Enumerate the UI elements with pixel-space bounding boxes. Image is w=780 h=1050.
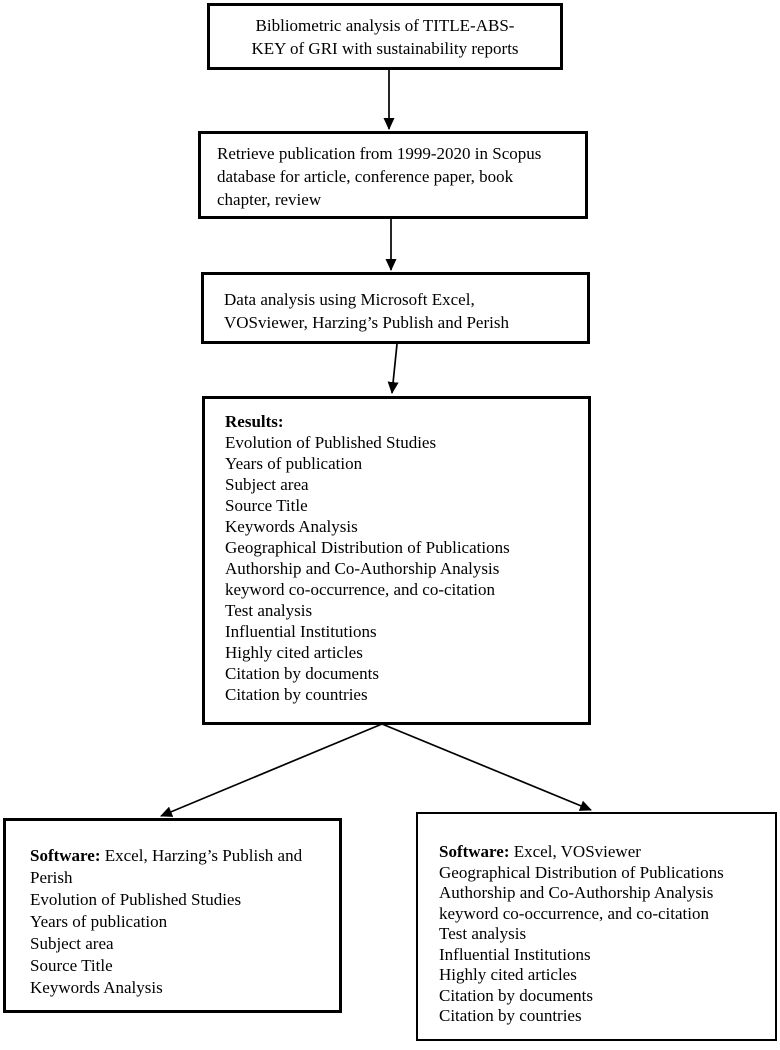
- software-right-item: Citation by documents: [439, 985, 593, 1005]
- box-results: [202, 396, 591, 725]
- software-right-label: Software:: [439, 842, 510, 861]
- box-software-excel-harzings: [3, 818, 342, 1013]
- software-right-item: Highly cited articles: [439, 965, 577, 984]
- box-retrieve-publication: [198, 131, 588, 219]
- software-left-tools: Excel, Harzing’s Publish and Perish: [30, 846, 303, 887]
- software-left-item: Years of publication: [30, 912, 168, 931]
- box-data-analysis-line: VOSviewer, Harzing’s Publish and Perish: [224, 313, 509, 332]
- box-data-analysis-line: Data analysis using Microsoft Excel,: [224, 290, 475, 309]
- results-heading: Results:: [225, 412, 284, 431]
- results-item: Citation by countries: [225, 685, 368, 704]
- software-right-item: keyword co-occurrence, and co-citation: [439, 903, 709, 923]
- software-right-heading: [439, 842, 771, 863]
- software-left-item: Evolution of Published Studies: [30, 890, 242, 909]
- results-item: Source Title: [225, 496, 308, 515]
- software-left-heading: [30, 845, 329, 889]
- box-retrieve-publication-line: chapter, review: [217, 190, 322, 209]
- software-left-label: Software:: [30, 846, 101, 865]
- results-item: Citation by documents: [225, 664, 379, 683]
- arrow-results-to-software-right: [382, 724, 591, 810]
- results-item: Keywords Analysis: [225, 517, 358, 536]
- software-left-item: Source Title: [30, 956, 113, 975]
- box-software-excel-vosviewer: [416, 812, 777, 1041]
- software-right-item: Test analysis: [439, 924, 527, 943]
- results-item: Years of publication: [225, 454, 363, 473]
- software-right-item: Authorship and Co-Authorship Analysis: [439, 883, 714, 902]
- results-item: Highly cited articles: [225, 643, 363, 662]
- arrow-results-to-software-left: [161, 724, 382, 816]
- results-item: Test analysis: [225, 601, 313, 620]
- results-item: Geographical Distribution of Publications: [225, 538, 510, 557]
- software-right-item: Influential Institutions: [439, 944, 591, 964]
- results-item: Authorship and Co-Authorship Analysis: [225, 559, 500, 578]
- results-item: Evolution of Published Studies: [225, 433, 437, 452]
- box-retrieve-publication-line: database for article, conference paper, book: [217, 167, 514, 186]
- results-item: keyword co-occurrence, and co-citation: [225, 580, 495, 599]
- software-right-tools: Excel, VOSviewer: [509, 842, 641, 861]
- arrow-step3-to-results: [392, 344, 397, 393]
- box-data-analysis: [201, 272, 590, 344]
- software-right-item: Geographical Distribution of Publications: [439, 862, 724, 882]
- software-right-item: Citation by countries: [439, 1006, 582, 1025]
- results-item: Influential Institutions: [225, 622, 377, 641]
- box-bibliometric-analysis-line: KEY of GRI with sustainability reports: [251, 39, 519, 58]
- software-left-item: Keywords Analysis: [30, 978, 163, 997]
- box-bibliometric-analysis-line: Bibliometric analysis of TITLE-ABS-: [255, 16, 515, 35]
- software-left-item: Subject area: [30, 934, 114, 953]
- results-item: Subject area: [225, 475, 309, 494]
- box-retrieve-publication-line: Retrieve publication from 1999-2020 in Scopus: [217, 144, 542, 163]
- box-bibliometric-analysis: [207, 3, 563, 70]
